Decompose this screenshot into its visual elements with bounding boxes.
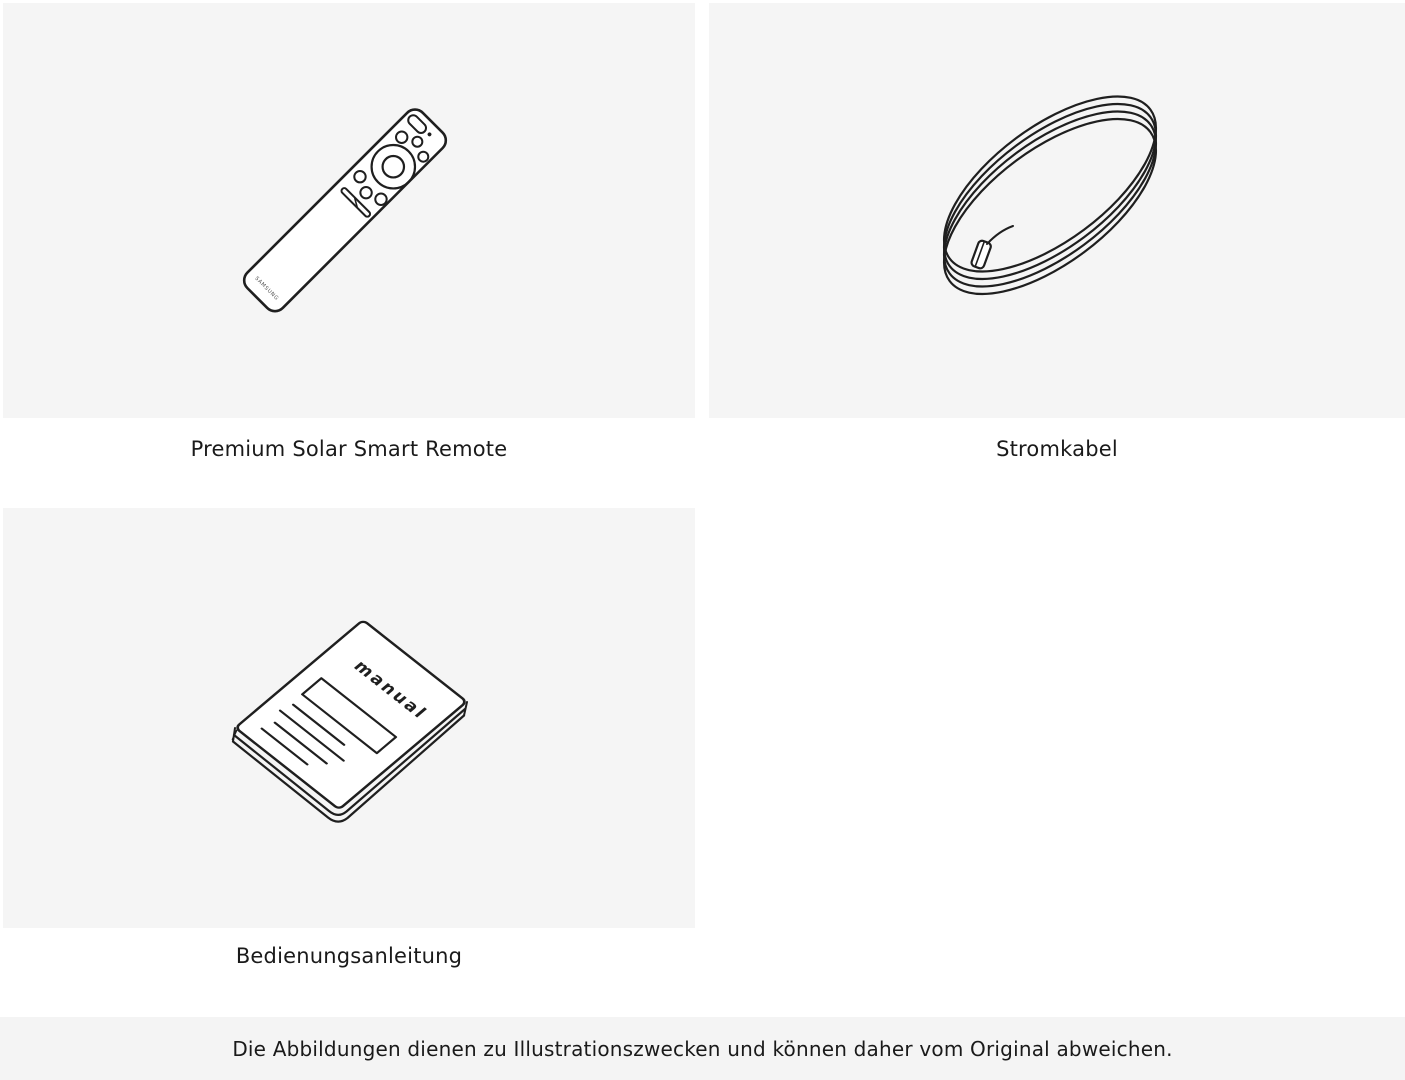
panel-manual [3,508,695,928]
manual-cover-title: manual [349,657,432,724]
cable-coil-icon [916,64,1185,327]
remote-illustration-icon [3,3,695,418]
power-cable-illustration-icon [709,3,1405,418]
plug-connector-icon [970,240,991,270]
panel-power-cable [709,3,1405,418]
caption-manual: Bedienungsanleitung [235,944,463,968]
remote-brand-text: SAMSUNG [253,275,280,303]
caption-remote: Premium Solar Smart Remote [190,437,508,461]
disclaimer-bar [0,1017,1405,1080]
caption-power-cable: Stromkabel [996,437,1118,461]
disclaimer-text: Die Abbildungen dienen zu Illustrationszwecken und können daher vom Original abweichen. [232,1036,1173,1061]
manual-cover [235,620,466,809]
manual-illustration-icon [3,508,695,928]
panel-remote [3,3,695,418]
cable-end-icon [987,226,1013,244]
